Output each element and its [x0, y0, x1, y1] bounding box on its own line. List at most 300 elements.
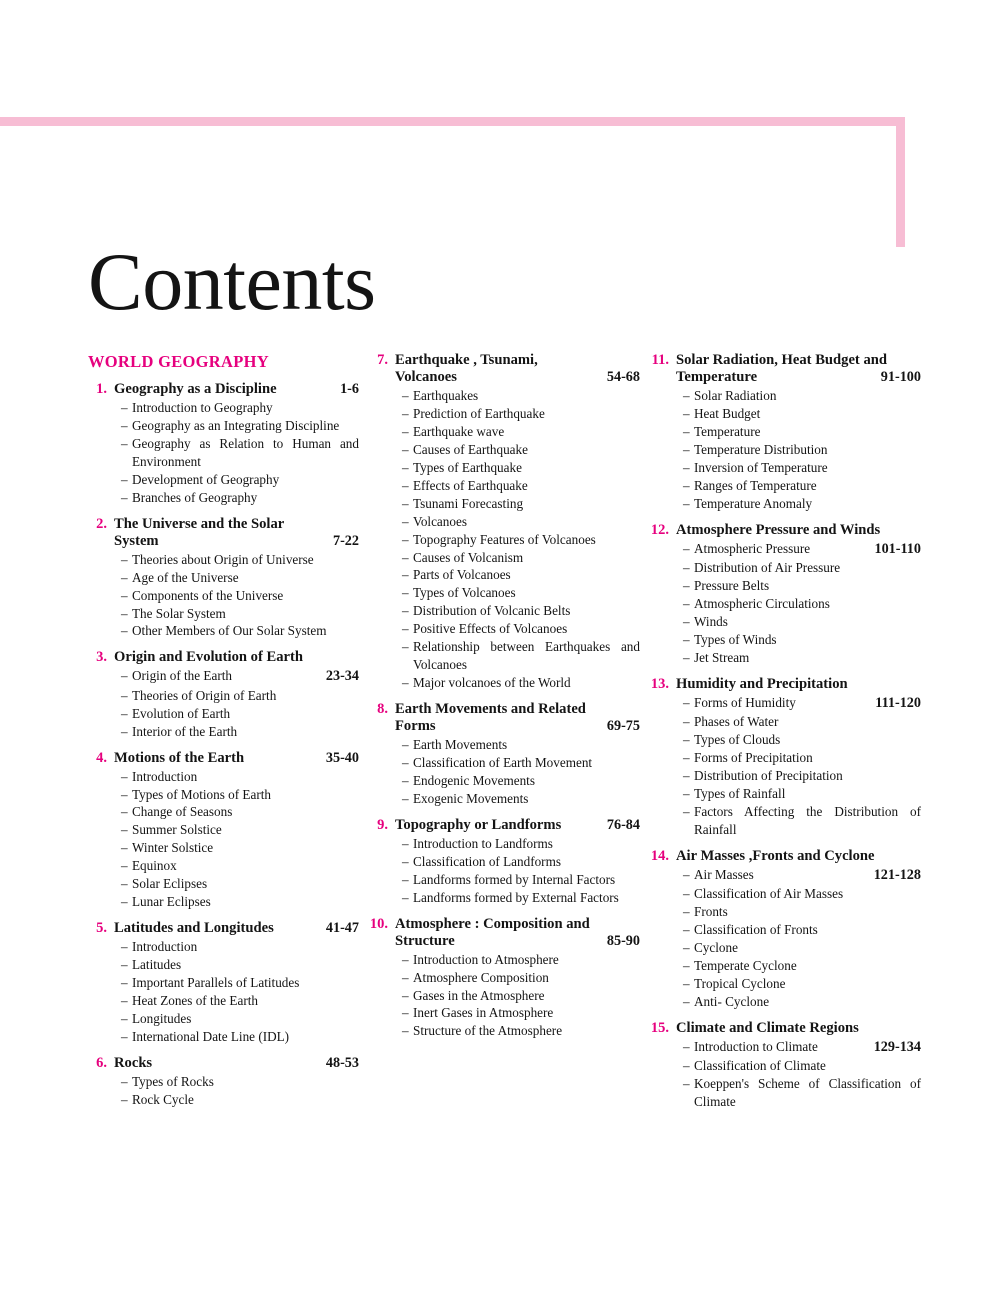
- subitem-label: Types of Earthquake: [413, 459, 522, 475]
- chapter-title-wrap: [395, 817, 640, 834]
- chapter-heading[interactable]: [88, 516, 359, 550]
- chapter-subitem[interactable]: [402, 951, 640, 969]
- chapter-subitem[interactable]: [121, 489, 359, 507]
- chapter-entry[interactable]: [650, 676, 921, 839]
- dash-bullet-icon: –: [121, 804, 128, 820]
- dash-bullet-icon: –: [121, 786, 128, 802]
- dash-bullet-icon: –: [683, 866, 690, 882]
- dash-bullet-icon: –: [683, 477, 690, 493]
- dash-bullet-icon: –: [402, 567, 409, 583]
- chapter-subitem[interactable]: [402, 602, 640, 620]
- subitem-label: Forms of Humidity: [694, 694, 796, 710]
- subitem-label: Types of Volcanoes: [413, 585, 516, 601]
- subitem-text-wrap: [413, 736, 640, 754]
- subitem-text-wrap: [132, 605, 359, 623]
- chapter-page-range: 41-47: [325, 920, 359, 937]
- chapter-heading[interactable]: [650, 352, 921, 386]
- chapter-title: Rocks: [114, 1054, 153, 1071]
- chapter-heading[interactable]: [88, 1055, 359, 1072]
- chapter-subitem[interactable]: [121, 605, 359, 623]
- subitem-label: Longitudes: [132, 1011, 192, 1027]
- chapter-subitem-list: [88, 938, 359, 1046]
- dash-bullet-icon: –: [402, 639, 409, 655]
- chapter-subitem-list: [369, 835, 640, 907]
- chapter-subitem[interactable]: [683, 441, 921, 459]
- subitem-text-wrap: [413, 405, 640, 423]
- subitem-text-wrap: [132, 1028, 359, 1046]
- chapter-subitem[interactable]: [683, 477, 921, 495]
- chapter-subitem[interactable]: [402, 853, 640, 871]
- chapter-entry[interactable]: [650, 352, 921, 513]
- dash-bullet-icon: –: [121, 1028, 128, 1044]
- chapter-entry[interactable]: [650, 1020, 921, 1111]
- chapter-entry[interactable]: [88, 649, 359, 740]
- subitem-label: Winds: [694, 613, 728, 629]
- chapter-subitem[interactable]: [402, 423, 640, 441]
- dash-bullet-icon: –: [121, 400, 128, 415]
- chapter-number: 1.: [96, 381, 107, 397]
- subitem-label: Inversion of Temperature: [694, 459, 828, 475]
- chapter-subitem[interactable]: [121, 938, 359, 956]
- chapter-entry[interactable]: [369, 701, 640, 808]
- chapter-heading[interactable]: [88, 920, 359, 937]
- chapter-heading[interactable]: [88, 750, 359, 767]
- subitem-text-wrap: [694, 803, 921, 839]
- subitem-text-wrap: [413, 531, 640, 549]
- chapter-title-wrap: [676, 848, 921, 865]
- subitem-text-wrap: [413, 889, 640, 907]
- chapter-subitem[interactable]: [683, 993, 921, 1011]
- chapter-subitem[interactable]: [121, 667, 359, 686]
- dash-bullet-icon: –: [402, 737, 409, 753]
- chapter-title: Geography as a Discipline: [114, 381, 277, 397]
- chapter-subitem[interactable]: [121, 768, 359, 786]
- dash-bullet-icon: –: [402, 772, 409, 788]
- chapter-title-wrap: [395, 352, 640, 386]
- chapter-subitem[interactable]: [683, 731, 921, 749]
- dash-bullet-icon: –: [683, 423, 690, 439]
- dash-bullet-icon: –: [683, 903, 690, 919]
- chapter-entry[interactable]: [650, 848, 921, 1011]
- subitem-label: Other Members of Our Solar System: [132, 623, 327, 639]
- subitem-label: Prediction of Earthquake: [413, 405, 545, 421]
- chapter-subitem[interactable]: [121, 587, 359, 605]
- chapter-number: 2.: [96, 515, 107, 532]
- dash-bullet-icon: –: [121, 894, 128, 910]
- chapter-subitem-list: [650, 1038, 921, 1111]
- subitem-text-wrap: [413, 513, 640, 531]
- chapter-subitem[interactable]: [402, 871, 640, 889]
- subitem-text-wrap: [413, 387, 640, 405]
- chapter-subitem[interactable]: [683, 387, 921, 405]
- chapter-title-line: [395, 916, 640, 933]
- chapter-subitem[interactable]: [683, 459, 921, 477]
- chapter-subitem[interactable]: [121, 687, 359, 705]
- chapter-subitem-list: [88, 399, 359, 507]
- dash-bullet-icon: –: [683, 885, 690, 901]
- dash-bullet-icon: –: [121, 723, 128, 739]
- chapter-number: 12.: [650, 521, 669, 538]
- dash-bullet-icon: –: [683, 957, 690, 973]
- chapter-subitem[interactable]: [121, 1010, 359, 1028]
- chapter-title-wrap: [676, 522, 921, 539]
- subitem-text-wrap: [694, 477, 921, 495]
- subitem-label: Parts of Volcanoes: [413, 567, 511, 583]
- chapter-subitem[interactable]: [121, 956, 359, 974]
- subitem-label: Geography as an Integrating Discipline: [132, 417, 340, 433]
- chapter-subitem[interactable]: [402, 459, 640, 477]
- subitem-text-wrap: [132, 551, 359, 569]
- decorative-pink-rule-horizontal: [0, 117, 905, 126]
- chapter-subitem[interactable]: [683, 495, 921, 513]
- chapter-subitem[interactable]: [121, 875, 359, 893]
- subitem-text-wrap: [413, 1022, 640, 1040]
- subitem-text-wrap: [413, 602, 640, 620]
- chapter-subitem[interactable]: [121, 786, 359, 804]
- dash-bullet-icon: –: [683, 939, 690, 955]
- dash-bullet-icon: –: [121, 1011, 128, 1027]
- chapter-title: Earth Movements and Related: [395, 701, 586, 718]
- chapter-page-range: 85-90: [606, 932, 640, 949]
- dash-bullet-icon: –: [121, 417, 128, 433]
- chapter-subitem[interactable]: [402, 1022, 640, 1040]
- chapter-title-wrap: [395, 701, 640, 735]
- chapter-title: Air Masses ,Fronts and Cyclone: [676, 847, 875, 864]
- chapter-subitem[interactable]: [683, 749, 921, 767]
- chapter-title-line: [676, 352, 921, 369]
- subitem-label: Types of Clouds: [694, 731, 781, 747]
- subitem-text-wrap: [132, 622, 359, 640]
- subitem-label: Introduction to Atmosphere: [413, 951, 559, 967]
- chapter-title: Atmosphere Pressure and Winds: [676, 521, 881, 538]
- chapter-subitem[interactable]: [402, 620, 640, 638]
- chapter-subitem[interactable]: [683, 631, 921, 649]
- chapter-title-wrap: [114, 920, 359, 937]
- chapter-page-range: 23-34: [325, 668, 359, 685]
- chapter-title: Motions of the Earth: [114, 749, 245, 766]
- chapter-subitem[interactable]: [683, 649, 921, 667]
- subitem-text-wrap: [694, 595, 921, 613]
- subitem-label: Heat Zones of the Earth: [132, 993, 258, 1009]
- chapter-number: 11.: [651, 352, 669, 368]
- subitem-label: Positive Effects of Volcanoes: [413, 621, 568, 637]
- dash-bullet-icon: –: [683, 731, 690, 747]
- chapter-subitem[interactable]: [683, 885, 921, 903]
- chapter-subitem[interactable]: [121, 723, 359, 741]
- chapter-heading[interactable]: [650, 676, 921, 693]
- chapter-subitem[interactable]: [121, 622, 359, 640]
- subitem-text-wrap: [413, 477, 640, 495]
- chapter-title-line-continued: [395, 369, 640, 386]
- chapter-subitem[interactable]: [121, 839, 359, 857]
- subitem-text-wrap: [694, 613, 921, 631]
- subitem-text-wrap: [694, 694, 921, 713]
- dash-bullet-icon: –: [683, 1038, 690, 1054]
- chapter-title-continued: Temperature: [676, 368, 758, 385]
- chapter-title-continued: System: [114, 532, 159, 549]
- chapter-subitem[interactable]: [402, 835, 640, 853]
- chapter-subitem[interactable]: [121, 705, 359, 723]
- subitem-label: Lunar Eclipses: [132, 894, 211, 910]
- chapter-subitem[interactable]: [683, 595, 921, 613]
- dash-bullet-icon: –: [683, 694, 690, 710]
- subitem-text-wrap: [413, 495, 640, 513]
- dash-bullet-icon: –: [683, 405, 690, 421]
- chapter-subitem-list: [369, 736, 640, 808]
- subitem-label: Structure of the Atmosphere: [413, 1023, 563, 1039]
- chapter-subitem[interactable]: [683, 1038, 921, 1057]
- chapter-subitem[interactable]: [121, 551, 359, 569]
- dash-bullet-icon: –: [683, 749, 690, 765]
- chapter-subitem[interactable]: [402, 441, 640, 459]
- chapter-subitem[interactable]: [402, 987, 640, 1005]
- chapter-subitem[interactable]: [402, 566, 640, 584]
- chapter-subitem[interactable]: [121, 974, 359, 992]
- chapter-subitem-list: [88, 1073, 359, 1109]
- chapter-subitem[interactable]: [683, 803, 921, 839]
- chapter-entry[interactable]: [650, 522, 921, 667]
- subitem-label: Relationship between Earthquakes and Volcanoes: [413, 639, 640, 673]
- chapter-subitem[interactable]: [683, 405, 921, 423]
- chapter-subitem[interactable]: [402, 495, 640, 513]
- subitem-label: Theories of Origin of Earth: [132, 687, 277, 703]
- dash-bullet-icon: –: [121, 623, 128, 639]
- subitem-text-wrap: [694, 713, 921, 731]
- subitem-label: Classification of Fronts: [694, 921, 818, 937]
- subitem-label: Interior of the Earth: [132, 723, 238, 739]
- subitem-text-wrap: [132, 768, 359, 786]
- chapter-page-range: 48-53: [325, 1054, 359, 1071]
- chapter-subitem[interactable]: [121, 992, 359, 1010]
- chapter-title-line: [676, 522, 921, 539]
- chapter-title-line-continued: [395, 718, 640, 735]
- subitem-text-wrap: [694, 785, 921, 803]
- subitem-text-wrap: [413, 1004, 640, 1022]
- dash-bullet-icon: –: [683, 495, 690, 511]
- chapter-entry[interactable]: [88, 750, 359, 912]
- dash-bullet-icon: –: [402, 621, 409, 637]
- chapter-subitem[interactable]: [402, 1004, 640, 1022]
- dash-bullet-icon: –: [402, 1005, 409, 1021]
- subitem-label: Ranges of Temperature: [694, 477, 817, 493]
- chapter-subitem[interactable]: [683, 577, 921, 595]
- chapter-subitem[interactable]: [683, 713, 921, 731]
- chapter-subitem[interactable]: [121, 569, 359, 587]
- chapter-subitem[interactable]: [683, 975, 921, 993]
- chapter-subitem[interactable]: [683, 613, 921, 631]
- chapter-subitem[interactable]: [683, 694, 921, 713]
- chapter-subitem[interactable]: [683, 1075, 921, 1111]
- subitem-label: Introduction: [132, 939, 198, 955]
- page-title: Contents: [88, 235, 376, 327]
- subitem-label: Introduction to Landforms: [413, 835, 553, 851]
- chapter-subitem[interactable]: [121, 471, 359, 489]
- chapter-number: 6.: [96, 1054, 107, 1071]
- chapter-heading[interactable]: [369, 916, 640, 950]
- subitem-label: Age of the Universe: [132, 569, 239, 585]
- subitem-label: Landforms formed by Internal Factors: [413, 871, 616, 887]
- chapter-subitem[interactable]: [402, 754, 640, 772]
- chapter-page-range: 54-68: [606, 368, 640, 385]
- dash-bullet-icon: –: [121, 876, 128, 892]
- chapter-title-wrap: [114, 649, 359, 666]
- chapter-subitem[interactable]: [402, 549, 640, 567]
- chapter-heading[interactable]: [88, 649, 359, 666]
- subitem-label: Latitudes: [132, 957, 182, 973]
- chapter-subitem[interactable]: [402, 772, 640, 790]
- chapter-entry[interactable]: [369, 817, 640, 907]
- chapter-subitem[interactable]: [121, 435, 359, 471]
- subitem-label: Cyclone: [694, 939, 738, 955]
- chapter-subitem[interactable]: [402, 584, 640, 602]
- subitem-label: Temperature Distribution: [694, 441, 828, 457]
- chapter-subitem[interactable]: [121, 821, 359, 839]
- subitem-label: Endogenic Movements: [413, 772, 535, 788]
- chapter-page-range: 129-134: [873, 1038, 921, 1055]
- chapter-entry[interactable]: [88, 516, 359, 641]
- chapter-page-range: 121-128: [873, 866, 921, 883]
- dash-bullet-icon: –: [402, 675, 409, 691]
- chapter-subitem[interactable]: [683, 939, 921, 957]
- chapter-title: Atmosphere : Composition and: [395, 915, 590, 932]
- chapter-subitem[interactable]: [683, 559, 921, 577]
- chapter-subitem[interactable]: [402, 674, 640, 692]
- chapter-subitem-list: [369, 387, 640, 692]
- chapter-title-wrap: [114, 1055, 359, 1072]
- chapter-subitem[interactable]: [121, 1091, 359, 1109]
- chapter-subitem[interactable]: [683, 866, 921, 885]
- subitem-text-wrap: [694, 939, 921, 957]
- chapter-number: 5.: [96, 920, 107, 937]
- subitem-text-wrap: [694, 559, 921, 577]
- subitem-text-wrap: [132, 687, 359, 705]
- chapter-subitem[interactable]: [683, 903, 921, 921]
- chapter-subitem[interactable]: [402, 387, 640, 405]
- subitem-text-wrap: [413, 584, 640, 602]
- dash-bullet-icon: –: [121, 435, 128, 451]
- chapter-subitem[interactable]: [683, 423, 921, 441]
- chapter-heading[interactable]: [650, 1020, 921, 1037]
- subitem-text-wrap: [132, 1010, 359, 1028]
- chapter-subitem[interactable]: [683, 767, 921, 785]
- chapter-heading[interactable]: [369, 352, 640, 386]
- dash-bullet-icon: –: [402, 889, 409, 905]
- subitem-text-wrap: [132, 956, 359, 974]
- subitem-text-wrap: [132, 705, 359, 723]
- subitem-label: Koeppen's Scheme of Classification of Climate: [694, 1075, 921, 1109]
- chapter-subitem[interactable]: [402, 736, 640, 754]
- chapter-subitem[interactable]: [121, 399, 359, 417]
- chapter-subitem[interactable]: [402, 638, 640, 674]
- chapter-title-line: [676, 848, 921, 865]
- section-heading: WORLD GEOGRAPHY: [88, 352, 269, 371]
- chapter-title-line: [395, 817, 640, 834]
- chapter-subitem[interactable]: [402, 513, 640, 531]
- chapter-heading[interactable]: [88, 381, 359, 398]
- chapter-number: 8.: [377, 701, 388, 718]
- chapter-subitem[interactable]: [402, 531, 640, 549]
- chapter-subitem[interactable]: [121, 417, 359, 435]
- subitem-label: Air Masses: [694, 866, 754, 882]
- chapter-heading[interactable]: [650, 522, 921, 539]
- chapter-title-wrap: [114, 750, 359, 767]
- chapter-subitem[interactable]: [121, 857, 359, 875]
- dash-bullet-icon: –: [402, 405, 409, 421]
- chapter-subitem[interactable]: [402, 969, 640, 987]
- subitem-label: Types of Rocks: [132, 1073, 214, 1089]
- chapter-subitem-list: [650, 866, 921, 1011]
- chapter-subitem[interactable]: [683, 1057, 921, 1075]
- dash-bullet-icon: –: [121, 1091, 128, 1107]
- chapter-subitem[interactable]: [402, 405, 640, 423]
- chapter-subitem[interactable]: [683, 957, 921, 975]
- subitem-label: Exogenic Movements: [413, 790, 529, 806]
- subitem-text-wrap: [132, 587, 359, 605]
- chapter-entry[interactable]: [369, 916, 640, 1041]
- chapter-subitem[interactable]: [121, 893, 359, 911]
- chapter-title-line: [114, 516, 359, 533]
- chapter-subitem[interactable]: [121, 1073, 359, 1091]
- dash-bullet-icon: –: [402, 603, 409, 619]
- subitem-label: Atmosphere Composition: [413, 969, 549, 985]
- chapter-entry[interactable]: [369, 352, 640, 692]
- chapter-page-range: 35-40: [325, 749, 359, 766]
- subitem-label: Temperature Anomaly: [694, 495, 813, 511]
- subitem-label: Tsunami Forecasting: [413, 495, 524, 511]
- chapter-entry[interactable]: [88, 1055, 359, 1109]
- chapter-subitem[interactable]: [402, 477, 640, 495]
- dash-bullet-icon: –: [683, 1057, 690, 1073]
- dash-bullet-icon: –: [121, 569, 128, 585]
- chapter-subitem[interactable]: [402, 790, 640, 808]
- chapter-number: 9.: [377, 816, 388, 833]
- subitem-text-wrap: [694, 749, 921, 767]
- chapter-heading[interactable]: [650, 848, 921, 865]
- dash-bullet-icon: –: [402, 423, 409, 439]
- chapter-subitem-list: [88, 768, 359, 912]
- chapter-subitem[interactable]: [121, 1028, 359, 1046]
- chapter-subitem[interactable]: [683, 921, 921, 939]
- chapter-entry[interactable]: [88, 381, 359, 507]
- chapter-entry[interactable]: [88, 920, 359, 1046]
- chapter-subitem[interactable]: [121, 803, 359, 821]
- subitem-label: Evolution of Earth: [132, 705, 231, 721]
- dash-bullet-icon: –: [402, 755, 409, 770]
- chapter-subitem[interactable]: [683, 540, 921, 559]
- chapter-heading[interactable]: [369, 701, 640, 735]
- dash-bullet-icon: –: [402, 531, 409, 547]
- subitem-text-wrap: [132, 435, 359, 471]
- subitem-text-wrap: [132, 489, 359, 507]
- subitem-text-wrap: [694, 993, 921, 1011]
- subitem-text-wrap: [413, 969, 640, 987]
- dash-bullet-icon: –: [683, 785, 690, 801]
- chapter-subitem[interactable]: [402, 889, 640, 907]
- dash-bullet-icon: –: [402, 513, 409, 529]
- toc-column: [88, 352, 359, 1118]
- chapter-page-range: 91-100: [880, 368, 921, 385]
- chapter-subitem[interactable]: [683, 785, 921, 803]
- chapter-title-line: [114, 750, 359, 767]
- chapter-heading[interactable]: [369, 817, 640, 834]
- subitem-text-wrap: [132, 786, 359, 804]
- subitem-text-wrap: [694, 649, 921, 667]
- subitem-text-wrap: [413, 871, 640, 889]
- dash-bullet-icon: –: [121, 551, 128, 567]
- dash-bullet-icon: –: [683, 613, 690, 629]
- subitem-label: Effects of Earthquake: [413, 477, 528, 493]
- chapter-title-continued: Volcanoes: [395, 368, 457, 385]
